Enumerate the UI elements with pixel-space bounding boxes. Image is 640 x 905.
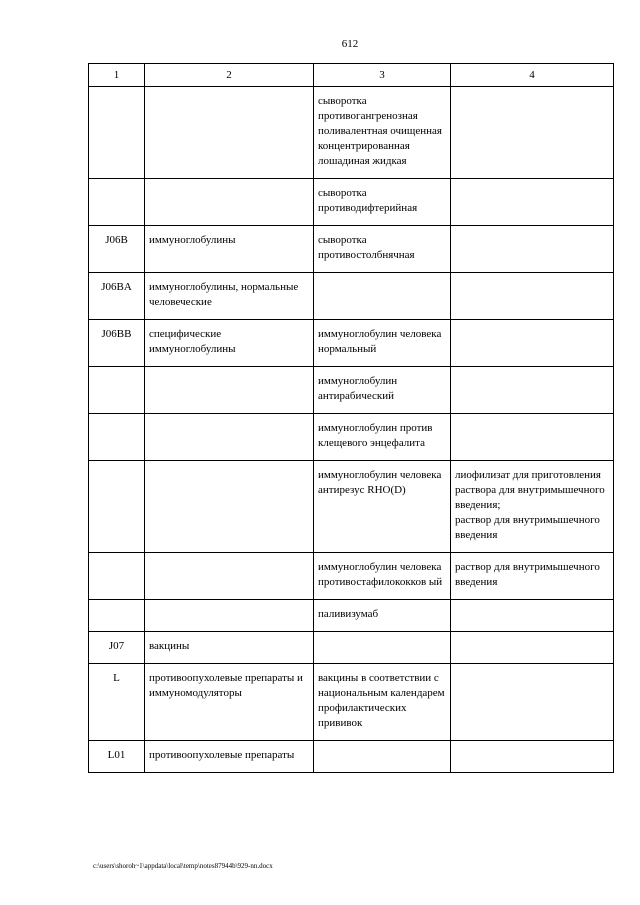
table-row xyxy=(89,553,614,600)
dosage-form-cell xyxy=(451,179,614,226)
header-col-3: 3 xyxy=(314,64,451,87)
drug-name-cell: паливизумаб xyxy=(314,600,451,632)
table-row xyxy=(89,600,614,632)
header-col-2: 2 xyxy=(145,64,314,87)
header-col-4: 4 xyxy=(451,64,614,87)
atc-code-cell: L xyxy=(89,664,145,741)
dosage-form-cell xyxy=(451,226,614,273)
table-row xyxy=(89,226,614,273)
table-row xyxy=(89,367,614,414)
atc-code-cell: J07 xyxy=(89,632,145,664)
dosage-form-cell xyxy=(451,461,614,553)
dosage-form-cell xyxy=(451,414,614,461)
atc-group-cell xyxy=(145,600,314,632)
atc-code-cell: L01 xyxy=(89,741,145,773)
atc-code-cell xyxy=(89,461,145,553)
table-row xyxy=(89,632,614,664)
drug-name-cell: иммуноглобулин человека антирезус RHO(D) xyxy=(314,461,451,553)
table-row xyxy=(89,414,614,461)
dosage-form-cell xyxy=(451,320,614,367)
dosage-form-cell xyxy=(451,600,614,632)
atc-group-cell xyxy=(145,414,314,461)
atc-group-cell: противоопухолевые препараты и иммуномодуляторы xyxy=(145,664,314,741)
table-row xyxy=(89,87,614,179)
page-number: 612 xyxy=(341,38,359,50)
drug-name-cell xyxy=(314,741,451,773)
table-row xyxy=(89,320,614,367)
atc-group-cell: вакцины xyxy=(145,632,314,664)
atc-code-cell: J06B xyxy=(89,226,145,273)
dosage-form-cell xyxy=(451,741,614,773)
atc-code-cell xyxy=(89,600,145,632)
atc-code-cell xyxy=(89,367,145,414)
dosage-form-cell xyxy=(451,664,614,741)
atc-code-cell xyxy=(89,87,145,179)
atc-code-cell xyxy=(89,553,145,600)
drug-name-cell: сыворотка противостолбнячная xyxy=(314,226,451,273)
drug-name-cell: сыворотка противогангренозная поливалентная очищенная концентрированная лошадиная жидкая xyxy=(314,87,451,179)
header-col-1: 1 xyxy=(89,64,145,87)
drug-classification-table xyxy=(88,63,614,773)
dosage-form-cell xyxy=(451,87,614,179)
atc-group-cell: противоопухолевые препараты xyxy=(145,741,314,773)
drug-name-cell: иммуноглобулин против клещевого энцефалита xyxy=(314,414,451,461)
dosage-form-cell xyxy=(451,367,614,414)
dosage-form-cell xyxy=(451,273,614,320)
dosage-form-line: раствор для внутримышечного введения xyxy=(455,514,600,541)
atc-group-cell: иммуноглобулины, нормальные человеческие xyxy=(145,273,314,320)
drug-name-cell: сыворотка противодифтерийная xyxy=(314,179,451,226)
atc-group-cell xyxy=(145,553,314,600)
table-header-row xyxy=(89,64,614,87)
atc-group-cell: иммуноглобулины xyxy=(145,226,314,273)
table-row xyxy=(89,179,614,226)
atc-code-cell: J06BA xyxy=(89,273,145,320)
drug-name-cell: иммуноглобулин антирабический xyxy=(314,367,451,414)
table-row xyxy=(89,664,614,741)
dosage-form-cell xyxy=(451,632,614,664)
atc-group-cell xyxy=(145,87,314,179)
footer-file-path: c:\users\shoroh~1\appdata\local\temp\notes87944b\929-nn.docx xyxy=(93,862,273,870)
drug-name-cell: вакцины в соответствии с национальным календарем профилактических прививок xyxy=(314,664,451,741)
dosage-form-cell: раствор для внутримышечного введения xyxy=(451,553,614,600)
atc-group-cell xyxy=(145,367,314,414)
drug-name-cell xyxy=(314,273,451,320)
drug-name-cell: иммуноглобулин человека противостафилококков ый xyxy=(314,553,451,600)
atc-code-cell: J06BB xyxy=(89,320,145,367)
drug-name-cell: иммуноглобулин человека нормальный xyxy=(314,320,451,367)
atc-group-cell xyxy=(145,179,314,226)
table-row xyxy=(89,273,614,320)
atc-group-cell xyxy=(145,461,314,553)
atc-code-cell xyxy=(89,414,145,461)
atc-group-cell: специфические иммуноглобулины xyxy=(145,320,314,367)
table-row xyxy=(89,741,614,773)
dosage-form-line: лиофилизат для приготовления раствора для внутримышечного введения; xyxy=(455,469,605,511)
drug-name-cell xyxy=(314,632,451,664)
table-row xyxy=(89,461,614,553)
atc-code-cell xyxy=(89,179,145,226)
